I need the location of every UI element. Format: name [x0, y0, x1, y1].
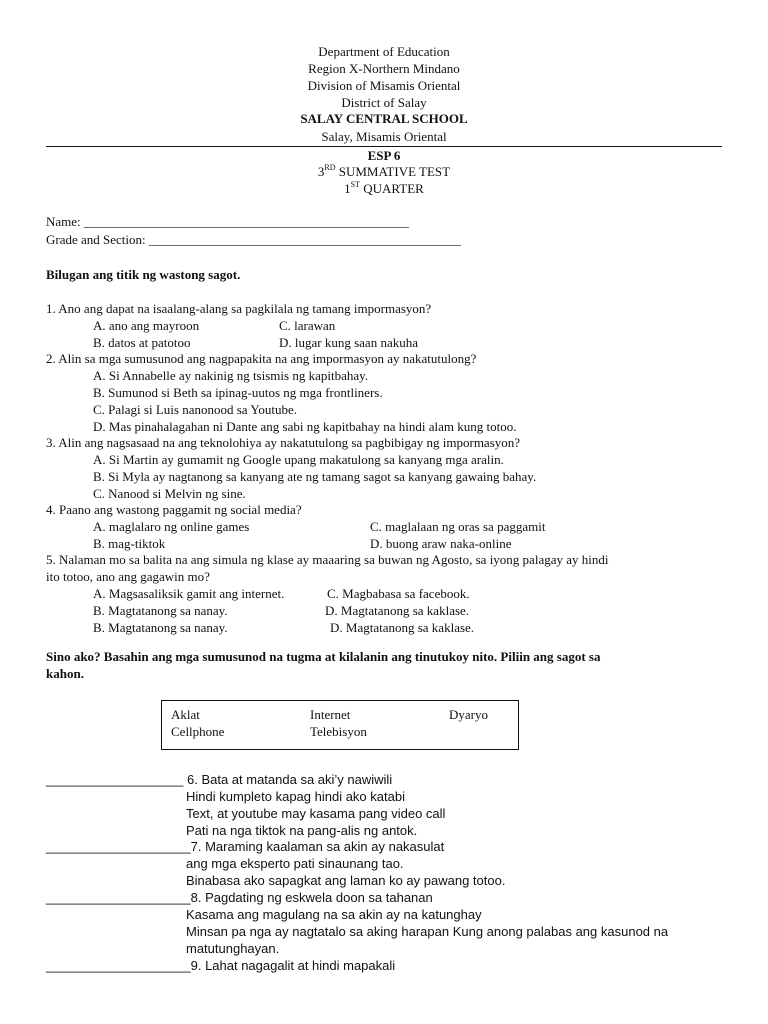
part2-instruction-line2: kahon. — [46, 666, 84, 681]
q5-choice-b[interactable]: B. Magtatanong sa nanay. — [93, 603, 228, 618]
q4-choice-c[interactable]: C. maglalaan ng oras sa paggamit — [370, 519, 546, 534]
question-2: 2. Alin sa mga sumusunod ang nagpapakita na ang impormasyon ay nakatutulong? — [46, 351, 477, 366]
q2-choice-c[interactable]: C. Palagi si Luis nanonood sa Youtube. — [93, 402, 298, 417]
question-5-line2: ito totoo, ano ang gagawin mo? — [46, 569, 210, 584]
q2-choice-a[interactable]: A. Si Annabelle ay nakinig ng tsismis ng kapitbahay. — [93, 368, 369, 383]
part2-instruction-line1: Sino ako? Basahin ang mga sumusunod na tugma at kilalanin ang tinutukoy nito. Piliin ang sagot sa — [46, 649, 601, 664]
school-address: Salay, Misamis Oriental — [321, 129, 447, 144]
header-divider — [46, 146, 722, 147]
q8-answer-blank[interactable]: ____________________8. Pagdating ng eskwela doon sa tahanan — [46, 890, 433, 905]
q2-choice-b[interactable]: B. Sumunod si Beth sa ipinag-uutos ng mga frontliners. — [93, 385, 383, 400]
test-title: 3RD SUMMATIVE TEST — [317, 162, 451, 179]
q4-choice-d[interactable]: D. buong araw naka-online — [370, 536, 512, 551]
q1-choice-a[interactable]: A. ano ang mayroon — [93, 318, 200, 333]
q6-line4: Pati na nga tiktok na pang-alis ng antok. — [186, 823, 418, 838]
q5-choice-d-repeat[interactable]: D. Magtatanong sa kaklase. — [330, 620, 475, 635]
division-name: Division of Misamis Oriental — [307, 78, 461, 93]
dept-name: Department of Education — [318, 44, 450, 59]
question-5-line1: 5. Nalaman mo sa balita na ang simula ng klase ay maaaring sa buwan ng Agosto, sa iyong palagay ay hindi — [46, 552, 609, 567]
q8-line4: matutunghayan. — [186, 941, 280, 956]
q6-answer-blank[interactable]: ___________________ 6. Bata at matanda sa aki’y nawiwili — [46, 772, 393, 787]
q3-choice-a[interactable]: A. Si Martin ay gumamit ng Google upang makatulong sa kanyang mga aralin. — [93, 452, 504, 467]
choice-cellphone: Cellphone — [171, 724, 225, 739]
q7-line2: ang mga eksperto pati sinaunang tao. — [186, 856, 404, 871]
q8-line2: Kasama ang magulang na sa akin ay na katunghay — [186, 907, 482, 922]
q5-choice-b-repeat[interactable]: B. Magtatanong sa nanay. — [93, 620, 228, 635]
subject-title: ESP 6 — [367, 148, 401, 163]
part1-instruction: Bilugan ang titik ng wastong sagot. — [46, 267, 241, 282]
q5-choice-a[interactable]: A. Magsasaliksik gamit ang internet. — [93, 586, 285, 601]
quarter-title: 1ST QUARTER — [344, 179, 424, 196]
question-4: 4. Paano ang wastong paggamit ng social media? — [46, 502, 302, 517]
q7-answer-blank[interactable]: ____________________7. Maraming kaalaman sa akin ay nakasulat — [46, 839, 445, 854]
q6-line3: Text, at youtube may kasama pang video call — [186, 806, 446, 821]
question-1: 1. Ano ang dapat na isaalang-alang sa pagkilala ng tamang impormasyon? — [46, 301, 432, 316]
q3-choice-b[interactable]: B. Si Myla ay nagtanong sa kanyang ate ng tamang sagot sa kanyang gawaing bahay. — [93, 469, 537, 484]
choice-dyaryo: Dyaryo — [449, 707, 488, 722]
q2-choice-d[interactable]: D. Mas pinahalagahan ni Dante ang sabi ng kapitbahay na hindi alam kung totoo. — [93, 419, 517, 434]
q1-choice-c[interactable]: C. larawan — [279, 318, 336, 333]
district-name: District of Salay — [341, 95, 427, 110]
choice-telebisyon: Telebisyon — [310, 724, 367, 739]
school-name: SALAY CENTRAL SCHOOL — [300, 111, 468, 126]
q8-line3: Minsan pa nga ay nagtatalo sa aking harapan Kung anong palabas ang kasunod na — [186, 924, 669, 939]
question-3: 3. Alin ang nagsasaad na ang teknolohiya ay nakatutulong sa pagbibigay ng impormasyon? — [46, 435, 521, 450]
q1-choice-d[interactable]: D. lugar kung saan nakuha — [279, 335, 418, 350]
choice-aklat: Aklat — [171, 707, 200, 722]
q5-choice-c[interactable]: C. Magbabasa sa facebook. — [327, 586, 470, 601]
q6-line2: Hindi kumpleto kapag hindi ako katabi — [186, 789, 405, 804]
q1-choice-b[interactable]: B. datos at patotoo — [93, 335, 191, 350]
q9-answer-blank[interactable]: ____________________9. Lahat nagagalit at hindi mapakali — [46, 958, 396, 973]
q7-line3: Binabasa ako sapagkat ang laman ko ay pawang totoo. — [186, 873, 506, 888]
grade-section-field[interactable]: Grade and Section: ________________________________________________ — [46, 232, 461, 247]
region-name: Region X-Northern Mindano — [308, 61, 460, 76]
q5-choice-d[interactable]: D. Magtatanong sa kaklase. — [325, 603, 470, 618]
name-field[interactable]: Name: __________________________________________________ — [46, 214, 409, 229]
q4-choice-a[interactable]: A. maglalaro ng online games — [93, 519, 250, 534]
q3-choice-c[interactable]: C. Nanood si Melvin ng sine. — [93, 486, 246, 501]
q4-choice-b[interactable]: B. mag-tiktok — [93, 536, 166, 551]
choice-internet: Internet — [310, 707, 351, 722]
